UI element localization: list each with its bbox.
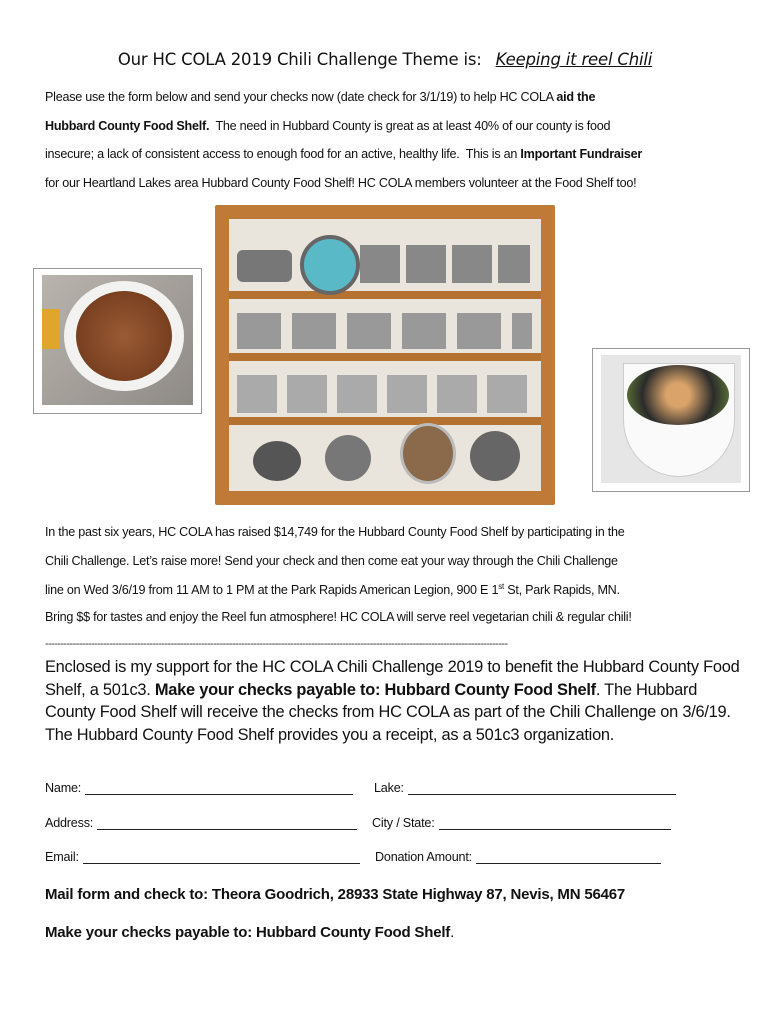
text: . The Hubbard County Food Shelf will receive the checks from HC COLA as part of the Chili Challenge on 3/6/19. The Hubbard County Food Shelf provides you a receipt, as a 501c3 organization. bbox=[45, 680, 731, 744]
text: Please use the form below and send your checks now (date check for 3/1/19) to help HC COLA bbox=[45, 90, 557, 104]
title-prefix: Our HC COLA 2019 Chili Challenge Theme is: bbox=[117, 50, 482, 69]
lake-label: Lake: bbox=[374, 781, 404, 795]
city-state-field[interactable] bbox=[372, 816, 671, 830]
text: The need in Hubbard County is great as at least 40% of our county is food bbox=[209, 119, 611, 133]
email-input-line[interactable] bbox=[83, 850, 360, 864]
theme-text: Keeping it reel Chili bbox=[495, 50, 653, 69]
donation-input-line[interactable] bbox=[476, 850, 661, 864]
shelf-board bbox=[229, 291, 541, 299]
intro-line-1 bbox=[45, 90, 595, 104]
name-label: Name: bbox=[45, 781, 82, 795]
text: St, Park Rapids, MN. bbox=[503, 583, 620, 598]
shelf-board bbox=[229, 417, 541, 425]
bold-text: aid the bbox=[556, 90, 596, 104]
email-label: Email: bbox=[45, 850, 79, 864]
email-field[interactable] bbox=[45, 850, 360, 864]
address-input-line[interactable] bbox=[97, 816, 357, 830]
text: line on Wed 3/6/19 from 11 AM to 1 PM at the Park Rapids American Legion, 900 E 1 bbox=[45, 583, 499, 598]
bold-text: Make your checks payable to: Hubbard County Food Shelf bbox=[154, 680, 596, 699]
reels-row-1 bbox=[360, 245, 530, 283]
reel bbox=[470, 431, 520, 481]
donation-amount-field[interactable] bbox=[375, 850, 661, 864]
name-field[interactable] bbox=[45, 781, 353, 795]
lake-input-line[interactable] bbox=[408, 781, 676, 795]
bold-text: Make your checks payable to: Hubbard County Food Shelf bbox=[45, 924, 451, 941]
cut-line-divider: ------------------------------------------------------------------------------------------------------------------------------------------------------- bbox=[45, 638, 508, 650]
reels-row-2 bbox=[237, 313, 532, 349]
city-state-input-line[interactable] bbox=[439, 816, 671, 830]
superscript: st bbox=[498, 582, 504, 591]
chili-bowl-photo bbox=[33, 268, 202, 414]
city-state-label: City / State: bbox=[372, 816, 435, 830]
lake-field[interactable] bbox=[374, 781, 676, 795]
reel bbox=[300, 235, 360, 295]
chili bbox=[76, 291, 172, 381]
body-line-4: Bring $$ for tastes and enjoy the Reel fun atmosphere! HC COLA will serve reel vegetarian chili & regular chili! bbox=[45, 610, 632, 624]
vegetarian-chili-photo bbox=[592, 348, 750, 492]
shelf-board bbox=[229, 353, 541, 361]
text: insecure; a lack of consistent access to enough food for an active, healthy life. This is an bbox=[45, 147, 521, 161]
reel bbox=[237, 250, 292, 282]
donation-label: Donation Amount: bbox=[375, 850, 472, 864]
reel bbox=[400, 423, 456, 484]
bold-text: Important Fundraiser bbox=[520, 147, 643, 161]
body-line-3 bbox=[45, 582, 620, 597]
intro-line-2 bbox=[45, 119, 610, 133]
reel bbox=[325, 435, 371, 481]
payable-to bbox=[45, 924, 454, 941]
address-label: Address: bbox=[45, 816, 94, 830]
reel bbox=[253, 441, 301, 481]
bold-text: Hubbard County Food Shelf. bbox=[45, 119, 210, 133]
intro-line-4: for our Heartland Lakes area Hubbard County Food Shelf! HC COLA members volunteer at the Food Shelf too! bbox=[45, 176, 637, 190]
address-field[interactable] bbox=[45, 816, 357, 830]
page-title bbox=[0, 50, 770, 69]
intro-line-3 bbox=[45, 147, 642, 161]
name-input-line[interactable] bbox=[85, 781, 353, 795]
mail-to-address: Mail form and check to: Theora Goodrich, 28933 State Highway 87, Nevis, MN 56467 bbox=[45, 886, 626, 903]
body-line-2: Chili Challenge. Let’s raise more! Send your check and then come eat your way through the Chili Challenge bbox=[45, 554, 618, 568]
bean-salad bbox=[627, 365, 729, 425]
text: Enclosed is my support for the HC COLA Chili Challenge 2019 to benefit the Hubbard County Food Shelf, a 501c3. bbox=[45, 658, 740, 699]
reel-shelf-photo bbox=[215, 205, 555, 505]
support-paragraph bbox=[45, 656, 745, 746]
body-line-1: In the past six years, HC COLA has raised $14,749 for the Hubbard County Food Shelf by participating in the bbox=[45, 525, 625, 539]
reels-row-3 bbox=[237, 375, 532, 413]
cornbread bbox=[42, 309, 60, 349]
text: . bbox=[450, 924, 455, 941]
